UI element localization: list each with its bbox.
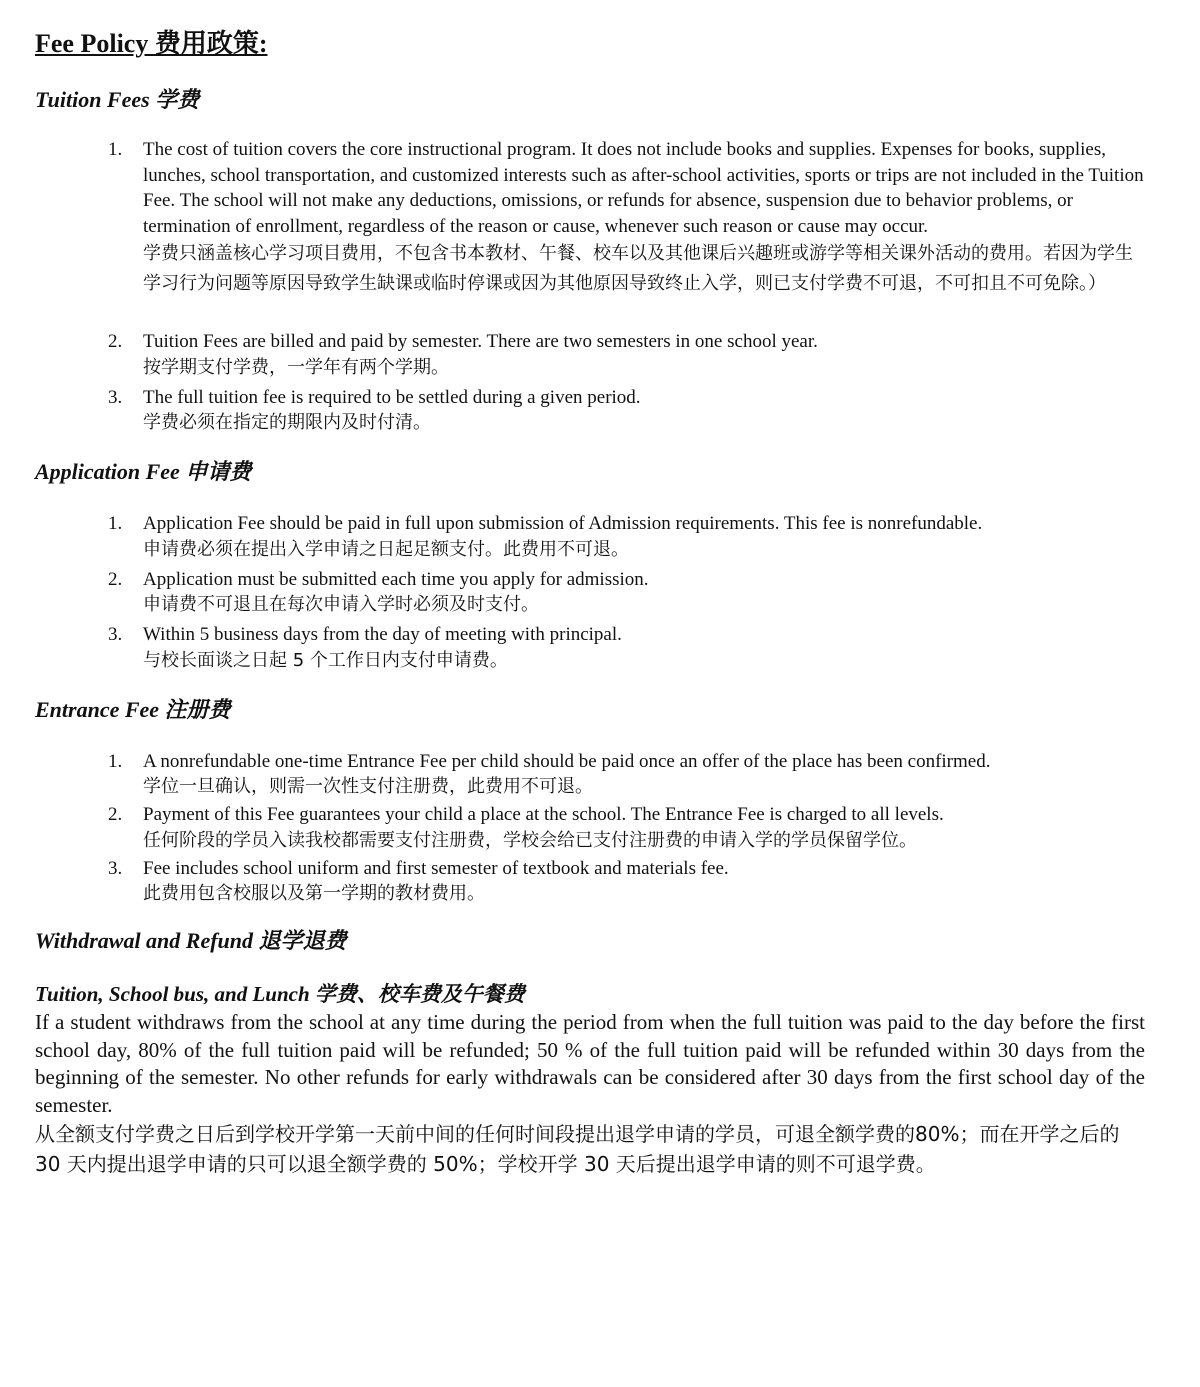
- list-item: [35, 856, 1145, 908]
- entrance-list: [35, 749, 1145, 908]
- list-item: [35, 329, 1145, 381]
- item-text-en: Application must be submitted each time you apply for admission.: [143, 568, 649, 590]
- list-item: [35, 385, 1145, 437]
- list-item: [35, 622, 1145, 674]
- application-list: [35, 511, 1145, 674]
- tuition-section: [35, 84, 1145, 436]
- item-number: 2.: [108, 331, 123, 352]
- item-text-en: Tuition Fees are billed and paid by semester. There are two semesters in one school year.: [143, 331, 818, 352]
- list-item: [35, 802, 1145, 854]
- item-number: 2.: [108, 568, 123, 590]
- item-text-zh: 学费只涵盖核心学习项目费用，不包含书本教材、午餐、校车以及其他课后兴趣班或游学等相关课外活动的费用。若因为学生学习行为问题等原因导致学生缺课或临时停课或因为其他原因导致终止入学，则已支付学费不可退，不可扣且不可免除。）: [143, 243, 1133, 294]
- item-number: 1.: [108, 139, 123, 160]
- withdrawal-text-zh: 从全额支付学费之日后到学校开学第一天前中间的任何时间段提出退学申请的学员，可退全额学费的80%；而在开学之后的 30 天内提出退学申请的只可以退全额学费的 50%；学校开学 30 天后提出退学申请的则不可退学费。: [35, 1122, 1120, 1176]
- item-text-en: A nonrefundable one-time Entrance Fee per child should be paid once an offer of the place has been confirmed.: [143, 750, 991, 772]
- item-text-en: Fee includes school uniform and first semester of textbook and materials fee.: [143, 857, 729, 879]
- list-item: [35, 567, 1145, 619]
- item-number: 3.: [108, 624, 123, 645]
- item-text-zh: 申请费不可退且在每次申请入学时必须及时支付。: [143, 594, 539, 615]
- withdrawal-text-en: If a student withdraws from the school at any time during the period from when the full tuition was paid to the day before the first school day, 80% of the full tuition paid will be refunded; 50 % of the full tuition paid will be refunded within 30 days from the beginning of the semester. No other refunds for early withdrawals can be considered after 30 days from the first school day of the semester.: [35, 1010, 1145, 1117]
- entrance-section: [35, 694, 1145, 908]
- item-number: 1.: [108, 750, 123, 772]
- withdrawal-section: [35, 925, 1145, 1179]
- item-text-zh: 学位一旦确认，则需一次性支付注册费，此费用不可退。: [143, 776, 593, 797]
- item-text-zh: 任何阶段的学员入读我校都需要支付注册费，学校会给已支付注册费的申请入学的学员保留学位。: [143, 829, 917, 851]
- application-heading: Application Fee 申请费: [35, 459, 252, 484]
- application-section: [35, 456, 1145, 674]
- list-item: [35, 137, 1145, 299]
- item-text-en: Within 5 business days from the day of meeting with principal.: [143, 624, 622, 645]
- item-number: 3.: [108, 857, 123, 879]
- tuition-list: [35, 137, 1145, 436]
- page-title: Fee Policy 费用政策:: [35, 29, 268, 58]
- item-text-zh: 与校长面谈之日起 5 个工作日内支付申请费。: [143, 649, 508, 671]
- item-text-en: Payment of this Fee guarantees your child a place at the school. The Entrance Fee is charged to all levels.: [143, 804, 944, 825]
- tuition-heading: Tuition Fees 学费: [35, 87, 200, 112]
- item-number: 3.: [108, 386, 123, 408]
- item-text-zh: 按学期支付学费，一学年有两个学期。: [143, 356, 449, 378]
- item-text-en: The cost of tuition covers the core instructional program. It does not include books and supplies. Expenses for books, supplies, lunches, school transportation, and customized interests such as after-school activities, sports or trips are not included in the Tuition Fee. The school will not make any deductions, omissions, or refunds for absence, suspension due to behavior problems, or termination of enrollment, regardless of the reason or cause, whenever such reason or cause may occur.: [143, 139, 1144, 237]
- item-text-zh: 申请费必须在提出入学申请之日起足额支付。此费用不可退。: [143, 538, 629, 560]
- item-text-zh: 此费用包含校服以及第一学期的教材费用。: [143, 883, 485, 904]
- entrance-heading: Entrance Fee 注册费: [35, 696, 231, 722]
- list-item: [35, 511, 1145, 563]
- withdrawal-heading: Withdrawal and Refund 退学退费: [35, 928, 347, 953]
- item-text-en: Application Fee should be paid in full upon submission of Admission requirements. This fee is nonrefundable.: [143, 513, 983, 534]
- item-number: 1.: [108, 513, 123, 534]
- item-text-en: The full tuition fee is required to be settled during a given period.: [143, 386, 641, 408]
- item-text-zh: 学费必须在指定的期限内及时付清。: [143, 412, 431, 433]
- withdrawal-subheading: Tuition, School bus, and Lunch 学费、校车费及午餐费: [35, 982, 525, 1006]
- list-item: [35, 749, 1145, 801]
- document-page: [35, 24, 1145, 1179]
- item-number: 2.: [108, 804, 123, 825]
